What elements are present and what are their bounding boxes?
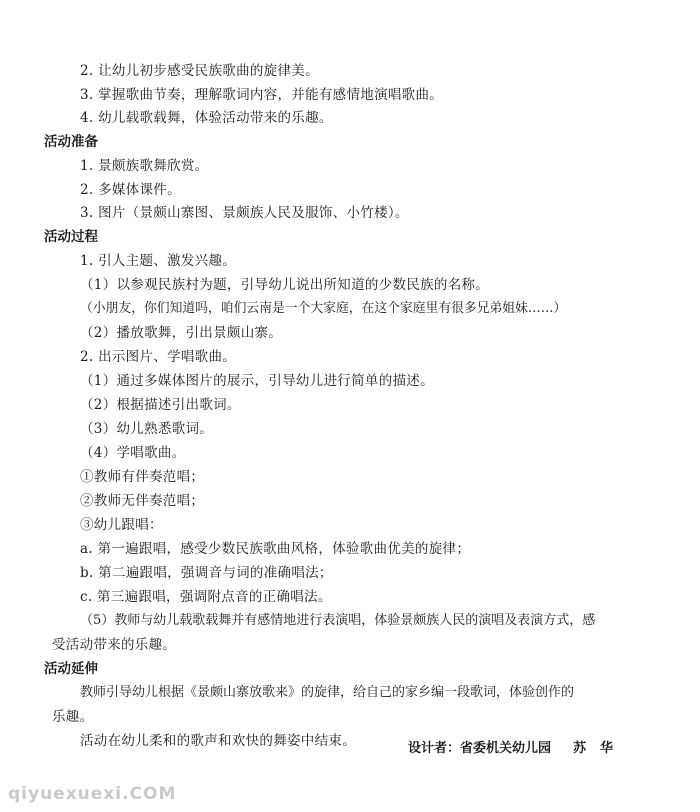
process-line: （小朋友，你们知道吗，咱们云南是一个大家庭，在这个家庭里有很多兄弟姐妹……）: [80, 301, 567, 316]
section-heading-process: 活动过程: [44, 229, 98, 245]
section-heading-extension: 活动延伸: [44, 661, 98, 677]
process-line: （2）播放歌舞，引出景颇山寨。: [80, 325, 283, 341]
process-line: 受活动带来的乐趣。: [52, 637, 177, 653]
preparation-item: 2. 多媒体课件。: [80, 182, 181, 198]
process-line: b. 第二遍跟唱，强调音与词的准确唱法；: [80, 565, 333, 581]
process-line: （3）幼儿熟悉歌词。: [80, 421, 214, 437]
site-watermark: qiyuexuexi.COM: [8, 784, 177, 804]
process-line: c. 第三遍跟唱，强调附点音的正确唱法。: [80, 589, 332, 605]
designer-label: 设计者：省委机关幼儿园: [408, 741, 552, 756]
designer-name: 苏华: [573, 741, 628, 756]
extension-line: 教师引导幼儿根据《景颇山寨放歌来》的旋律，给自己的家乡编一段歌词，体验创作的: [80, 685, 575, 700]
objective-line: 2. 让幼儿初步感受民族歌曲的旋律美。: [80, 63, 319, 79]
preparation-item: 1. 景颇族歌舞欣赏。: [80, 158, 209, 174]
process-line: 2. 出示图片、学唱歌曲。: [80, 349, 237, 365]
process-line: 1. 引人主题、激发兴趣。: [80, 253, 237, 269]
process-line: a. 第一遍跟唱，感受少数民族歌曲风格，体验歌曲优美的旋律；: [80, 541, 471, 557]
preparation-item: 3. 图片（景颇山寨图、景颇族人民及服饰、小竹楼）。: [80, 205, 409, 221]
process-line: （1）通过多媒体图片的展示，引导幼儿进行简单的描述。: [80, 373, 434, 389]
process-line: （5）教师与幼儿载歌载舞并有感情地进行表演唱，体验景颇族人民的演唱及表演方式，感: [80, 613, 596, 628]
designer-credit: [408, 740, 627, 758]
process-line: （1）以参观民族村为题，引导幼儿说出所知道的少数民族的名称。: [80, 277, 490, 293]
process-line: （2）根据描述引出歌词。: [80, 397, 241, 413]
objective-line: 4. 幼儿载歌载舞，体验活动带来的乐趣。: [80, 110, 333, 126]
process-line: （4）学唱歌曲。: [80, 445, 186, 461]
extension-line: 乐趣。: [52, 709, 94, 725]
process-line: ③幼儿跟唱：: [80, 517, 163, 533]
process-line: ①教师有伴奏范唱；: [80, 469, 205, 485]
objective-line: 3. 掌握歌曲节奏，理解歌词内容，并能有感情地演唱歌曲。: [80, 87, 444, 103]
section-heading-preparation: 活动准备: [44, 134, 98, 150]
process-line: ②教师无伴奏范唱；: [80, 493, 205, 509]
extension-line: 活动在幼儿柔和的歌声和欢快的舞姿中结束。: [80, 733, 356, 749]
